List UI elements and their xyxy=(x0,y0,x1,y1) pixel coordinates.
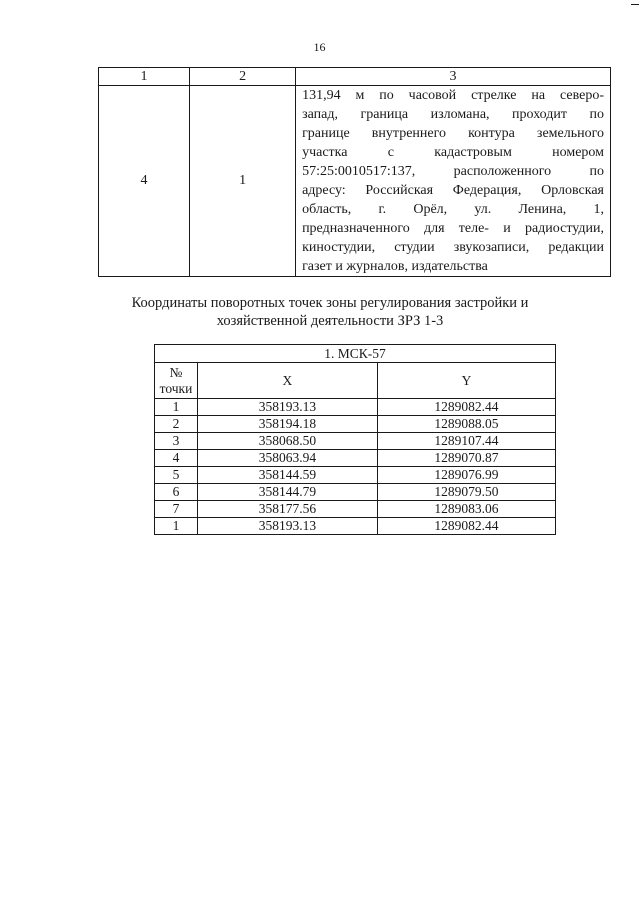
coordinate-system-row xyxy=(155,345,556,363)
description-line: участка с кадастровым номером xyxy=(302,145,604,160)
x-value: 358177.56 xyxy=(197,501,377,518)
y-value: 1289076.99 xyxy=(377,467,555,484)
table-row xyxy=(155,399,556,416)
description-line: 131,94 м по часовой стрелке на северо- xyxy=(302,88,604,103)
table-row xyxy=(155,416,556,433)
x-value: 358144.79 xyxy=(197,484,377,501)
y-value: 1289070.87 xyxy=(377,450,555,467)
x-value: 358193.13 xyxy=(197,518,377,535)
y-value: 1289083.06 xyxy=(377,501,555,518)
description-line: предназначенного для теле- и радиостудии, xyxy=(302,221,604,236)
table-row xyxy=(155,484,556,501)
page-number: 16 xyxy=(313,40,326,54)
y-value: 1289082.44 xyxy=(377,399,555,416)
description-line: границе внутреннего контура земельного xyxy=(302,126,604,141)
corner-scan-mark xyxy=(631,4,639,5)
point-number-header xyxy=(155,363,198,399)
segment-description xyxy=(296,86,611,277)
point-number: 7 xyxy=(155,501,198,518)
continuation-header-col3: 3 xyxy=(296,68,611,86)
coordinates-table xyxy=(154,344,556,535)
continuation-row xyxy=(99,86,611,277)
point-number: 3 xyxy=(155,433,198,450)
section-title-line1: Координаты поворотных точек зоны регулирования застройки и xyxy=(131,295,529,311)
section-title-line2: хозяйственной деятельности ЗРЗ 1-3 xyxy=(216,313,444,329)
coordinates-header-row xyxy=(155,363,556,399)
point-number: 1 xyxy=(155,399,198,416)
description-line: запад, граница изломана, проходит по xyxy=(302,107,604,122)
description-line: 57:25:0010517:137, расположенного по xyxy=(302,164,604,179)
coordinate-system-label: 1. МСК-57 xyxy=(155,345,556,363)
x-value: 358144.59 xyxy=(197,467,377,484)
table-row xyxy=(155,450,556,467)
point-number: 6 xyxy=(155,484,198,501)
y-value: 1289079.50 xyxy=(377,484,555,501)
x-value: 358063.94 xyxy=(197,450,377,467)
description-line: газет и журналов, издательства xyxy=(302,259,488,274)
continuation-header-row xyxy=(99,68,611,86)
point-number: 1 xyxy=(155,518,198,535)
part-number: 1 xyxy=(190,86,296,277)
description-line: область, г. Орёл, ул. Ленина, 1, xyxy=(302,202,604,217)
y-value: 1289082.44 xyxy=(377,518,555,535)
point-number-header-line1: № xyxy=(169,364,183,380)
x-header: X xyxy=(197,363,377,399)
coordinates-body xyxy=(155,399,556,535)
point-number-header-line2: точки xyxy=(159,380,193,396)
table-row xyxy=(155,433,556,450)
y-value: 1289088.05 xyxy=(377,416,555,433)
table-row xyxy=(155,518,556,535)
y-header: Y xyxy=(377,363,555,399)
point-number: 2 xyxy=(155,416,198,433)
section-title xyxy=(100,294,560,330)
description-line: киностудии, студии звукозаписи, редакции xyxy=(302,240,604,255)
point-number: 5 xyxy=(155,467,198,484)
x-value: 358068.50 xyxy=(197,433,377,450)
segment-number: 4 xyxy=(99,86,190,277)
continuation-header-col2: 2 xyxy=(190,68,296,86)
table-row xyxy=(155,467,556,484)
x-value: 358193.13 xyxy=(197,399,377,416)
description-line: адресу: Российская Федерация, Орловская xyxy=(302,183,604,198)
table-row xyxy=(155,501,556,518)
continuation-table xyxy=(98,67,611,277)
continuation-header-col1: 1 xyxy=(99,68,190,86)
x-value: 358194.18 xyxy=(197,416,377,433)
y-value: 1289107.44 xyxy=(377,433,555,450)
point-number: 4 xyxy=(155,450,198,467)
